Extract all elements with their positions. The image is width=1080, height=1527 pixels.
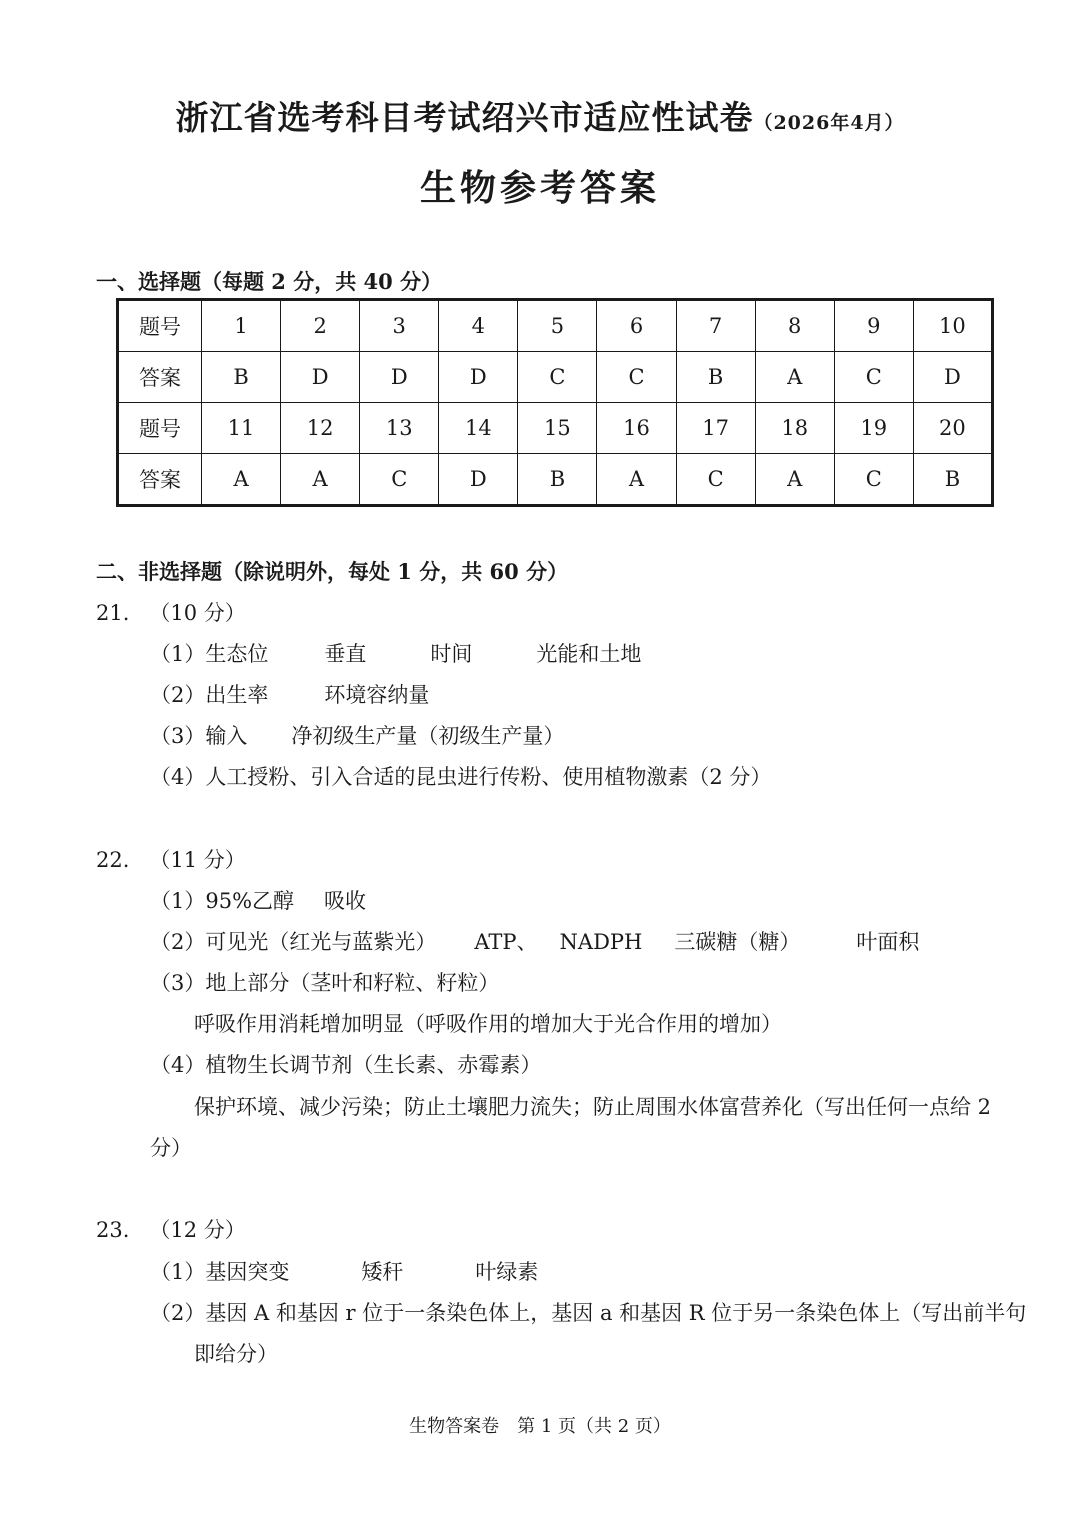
question-number: 21. bbox=[96, 601, 130, 625]
question-21-header bbox=[96, 597, 246, 627]
question-number: 3 bbox=[360, 300, 439, 352]
answer-text: 光能和土地 bbox=[536, 642, 642, 666]
q21-part3 bbox=[150, 720, 564, 750]
question-22-header bbox=[96, 844, 246, 874]
question-number: 9 bbox=[834, 300, 913, 352]
answer-cell: D bbox=[439, 352, 518, 403]
question-number: 15 bbox=[518, 403, 597, 454]
answer-cell: D bbox=[913, 352, 992, 403]
question-number: 5 bbox=[518, 300, 597, 352]
row-label: 答案 bbox=[118, 454, 202, 506]
answer-text: 垂直 bbox=[324, 642, 367, 666]
answer-text: ATP、 bbox=[474, 930, 538, 954]
question-number: 16 bbox=[597, 403, 676, 454]
answer-text: （2）出生率 bbox=[150, 683, 269, 707]
answer-cell: A bbox=[597, 454, 676, 506]
question-number: 8 bbox=[755, 300, 834, 352]
q22-part4c: 分） bbox=[150, 1136, 192, 1160]
question-number: 1 bbox=[202, 300, 281, 352]
question-number: 11 bbox=[202, 403, 281, 454]
question-number: 17 bbox=[676, 403, 755, 454]
question-number: 4 bbox=[439, 300, 518, 352]
answer-cell: C bbox=[597, 352, 676, 403]
question-number: 22. bbox=[96, 848, 130, 872]
answer-cell: A bbox=[755, 352, 834, 403]
question-number: 12 bbox=[281, 403, 360, 454]
answer-text: 环境容纳量 bbox=[324, 683, 430, 707]
question-number: 19 bbox=[834, 403, 913, 454]
answer-text: （1）基因突变 bbox=[150, 1260, 290, 1284]
question-score: （11 分） bbox=[149, 848, 246, 872]
section2-heading: 二、非选择题（除说明外，每处 1 分，共 60 分） bbox=[96, 559, 569, 584]
exam-title-text: 浙江省选考科目考试绍兴市适应性试卷 bbox=[175, 98, 754, 137]
q21-part4: （4）人工授粉、引入合适的昆虫进行传粉、使用植物激素（2 分） bbox=[150, 765, 772, 789]
table-row bbox=[118, 352, 993, 403]
q22-part4b: 保护环境、减少污染；防止土壤肥力流失；防止周围水体富营养化（写出任何一点给 2 bbox=[194, 1095, 992, 1119]
question-number: 13 bbox=[360, 403, 439, 454]
question-number: 18 bbox=[755, 403, 834, 454]
exam-date: （2026年4月） bbox=[753, 112, 905, 134]
q22-part1 bbox=[150, 885, 366, 915]
answer-cell: D bbox=[281, 352, 360, 403]
question-number: 14 bbox=[439, 403, 518, 454]
answer-cell: A bbox=[281, 454, 360, 506]
answer-text: 三碳糖（糖） bbox=[674, 930, 801, 954]
answer-text: （1）95%乙醇 bbox=[150, 889, 295, 913]
answer-text: （3）输入 bbox=[150, 724, 248, 748]
answer-cell: B bbox=[518, 454, 597, 506]
answer-text: 时间 bbox=[430, 642, 473, 666]
exam-title bbox=[0, 92, 1080, 139]
answer-table bbox=[116, 298, 994, 507]
section1-heading: 一、选择题（每题 2 分，共 40 分） bbox=[96, 269, 443, 294]
answer-text: NADPH bbox=[559, 930, 643, 954]
question-number: 10 bbox=[913, 300, 992, 352]
answer-text: 吸收 bbox=[324, 889, 367, 913]
q21-part1 bbox=[150, 638, 641, 668]
answer-cell: D bbox=[439, 454, 518, 506]
answer-text: 净初级生产量（初级生产量） bbox=[291, 724, 565, 748]
answer-cell: C bbox=[360, 454, 439, 506]
answer-cell: C bbox=[834, 352, 913, 403]
table-row bbox=[118, 403, 993, 454]
question-score: （10 分） bbox=[149, 601, 246, 625]
question-number: 23. bbox=[96, 1218, 130, 1242]
table-row bbox=[118, 454, 993, 506]
answer-text: 矮秆 bbox=[361, 1260, 404, 1284]
answer-text: 叶面积 bbox=[856, 930, 920, 954]
row-label: 答案 bbox=[118, 352, 202, 403]
answer-cell: B bbox=[202, 352, 281, 403]
q23-part1 bbox=[150, 1256, 538, 1286]
question-score: （12 分） bbox=[149, 1218, 246, 1242]
page-footer: 生物答案卷 第 1 页（共 2 页） bbox=[409, 1416, 671, 1437]
table-row bbox=[118, 300, 993, 352]
answer-text: 叶绿素 bbox=[475, 1260, 539, 1284]
question-23-header bbox=[96, 1214, 246, 1244]
question-number: 2 bbox=[281, 300, 360, 352]
answer-cell: C bbox=[518, 352, 597, 403]
q22-part2 bbox=[150, 926, 919, 956]
q22-part3b: 呼吸作用消耗增加明显（呼吸作用的增加大于光合作用的增加） bbox=[194, 1012, 782, 1036]
answer-cell: C bbox=[676, 454, 755, 506]
answer-cell: B bbox=[676, 352, 755, 403]
q23-part2b: 即给分） bbox=[194, 1342, 278, 1366]
answer-cell: B bbox=[913, 454, 992, 506]
row-label: 题号 bbox=[118, 403, 202, 454]
q21-part2 bbox=[150, 679, 429, 709]
question-number: 7 bbox=[676, 300, 755, 352]
answer-text: （2）可见光（红光与蓝紫光） bbox=[150, 930, 437, 954]
row-label: 题号 bbox=[118, 300, 202, 352]
page-subtitle: 生物参考答案 bbox=[419, 167, 660, 209]
answer-cell: D bbox=[360, 352, 439, 403]
q23-part2a: （2）基因 A 和基因 r 位于一条染色体上，基因 a 和基因 R 位于另一条染色体上（写出前半句 bbox=[150, 1301, 1027, 1325]
q22-part3a: （3）地上部分（茎叶和籽粒、籽粒） bbox=[150, 971, 500, 995]
answer-cell: A bbox=[755, 454, 834, 506]
answer-cell: A bbox=[202, 454, 281, 506]
question-number: 6 bbox=[597, 300, 676, 352]
answer-cell: C bbox=[834, 454, 913, 506]
answer-text: （1）生态位 bbox=[150, 642, 269, 666]
question-number: 20 bbox=[913, 403, 992, 454]
q22-part4a: （4）植物生长调节剂（生长素、赤霉素） bbox=[150, 1053, 542, 1077]
